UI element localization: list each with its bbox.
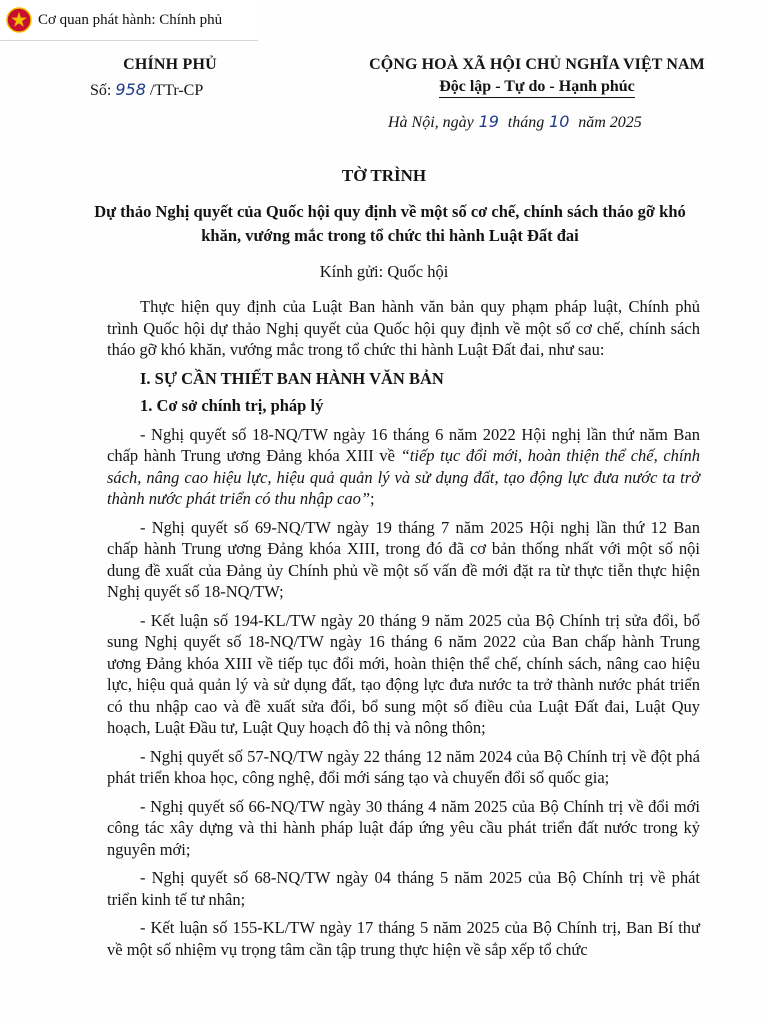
document-number	[90, 80, 250, 100]
date-month-handwritten: 10	[549, 112, 570, 131]
issuer-label: Cơ quan phát hành: Chính phủ	[38, 11, 223, 28]
subsection-heading: 1. Cơ sở chính trị, pháp lý	[140, 396, 324, 415]
basis-item: - Nghị quyết số 69-NQ/TW ngày 19 tháng 7 năm 2025 Hội nghị lần thứ 12 Ban chấp hành Trung ương Đảng khóa XIII, trong đó đã cơ bản thống nhất với một số nội dung đề xuất của Đảng ủy Chính phủ về một số vấn đề mới đặt ra từ thực tiễn thực hiện Nghị quyết số 18-NQ/TW;	[107, 517, 700, 601]
dateline	[388, 112, 642, 132]
nation-name: CỘNG HOÀ XÃ HỘI CHỦ NGHĨA VIỆT NAM	[369, 56, 705, 73]
date-year: năm 2025	[578, 114, 642, 131]
basis-item-tail: ;	[370, 489, 375, 508]
doc-number-handwritten: 958	[115, 80, 146, 99]
basis-item: - Nghị quyết số 68-NQ/TW ngày 04 tháng 5 năm 2025 của Bộ Chính trị về phát triển kinh tế tư nhân;	[107, 868, 700, 909]
date-month-label: tháng	[507, 114, 545, 131]
national-emblem-icon	[6, 7, 32, 33]
doc-number-suffix: /TTr-CP	[149, 82, 204, 99]
basis-item	[107, 424, 700, 510]
section-heading: I. SỰ CẦN THIẾT BAN HÀNH VĂN BẢN	[140, 368, 444, 388]
document-type-title: TỜ TRÌNH	[341, 166, 427, 185]
doc-number-prefix: Số:	[90, 82, 112, 99]
date-prefix: Hà Nội, ngày	[388, 114, 474, 131]
national-motto: Độc lập - Tự do - Hạnh phúc	[439, 78, 635, 98]
basis-item: - Kết luận số 194-KL/TW ngày 20 tháng 9 năm 2025 của Bộ Chính trị sửa đổi, bổ sung Nghị quyết số 18-NQ/TW ngày 16 tháng 6 năm 2022 của Ban chấp hành Trung ương Đảng khóa XIII về tiếp tục đổi mới, hoàn thiện thể chế, chính sách, nâng cao hiệu lực, hiệu quả quản lý và sử dụng đất, tạo động lực đưa nước ta trở thành nước phát triển có thu nhập cao và đề xuất sửa đổi, bổ sung một số điều của Luật Đất đai, Luật Quy hoạch, Luật Đầu tư, Luật Quy hoạch đô thị và nông thôn;	[107, 610, 700, 737]
date-day-handwritten: 19	[478, 112, 499, 131]
basis-item: - Nghị quyết số 57-NQ/TW ngày 22 tháng 12 năm 2024 của Bộ Chính trị về đột phá phát triển khoa học, công nghệ, đổi mới sáng tạo và chuyển đổi số quốc gia;	[107, 746, 700, 787]
agency-name: CHÍNH PHỦ	[123, 56, 217, 73]
agency-block	[90, 56, 250, 100]
basis-item: - Nghị quyết số 66-NQ/TW ngày 30 tháng 4 năm 2025 của Bộ Chính trị về đổi mới công tác xây dựng và thi hành pháp luật đáp ứng yêu cầu phát triển đất nước trong kỷ nguyên mới;	[107, 796, 700, 859]
intro-paragraph: Thực hiện quy định của Luật Ban hành văn bản quy phạm pháp luật, Chính phủ trình Quốc hội dự thảo Nghị quyết của Quốc hội quy định về một số cơ chế, chính sách tháo gỡ khó khăn, vướng mắc trong tổ chức thi hành Luật Đất đai, như sau:	[107, 297, 700, 359]
basis-item-lead: - Nghị quyết số 18-NQ/TW ngày 16 tháng 6 năm 2022 Hội nghị lần thứ năm Ban chấp hành Trung ương Đảng khóa XIII về	[107, 424, 700, 465]
nation-block	[352, 56, 722, 98]
issuer-bar	[0, 0, 258, 41]
document-subtitle: Dự thảo Nghị quyết của Quốc hội quy định về một số cơ chế, chính sách tháo gỡ khó khăn, vướng mắc trong tổ chức thi hành Luật Đất đai	[94, 202, 686, 245]
basis-item-quote: “tiếp tục đổi mới, hoàn thiện thể chế, chính sách, nâng cao hiệu lực, hiệu quả quản lý và sử dụng đất, tạo động lực đưa nước ta trở thành nước phát triển có thu nhập cao”	[107, 446, 701, 508]
document-body	[107, 296, 700, 967]
basis-item: - Kết luận số 155-KL/TW ngày 17 tháng 5 năm 2025 của Bộ Chính trị, Ban Bí thư về một số nhiệm vụ trọng tâm cần tập trung thực hiện về sắp xếp tổ chức	[107, 918, 700, 959]
recipient-line: Kính gửi: Quốc hội	[319, 262, 449, 281]
